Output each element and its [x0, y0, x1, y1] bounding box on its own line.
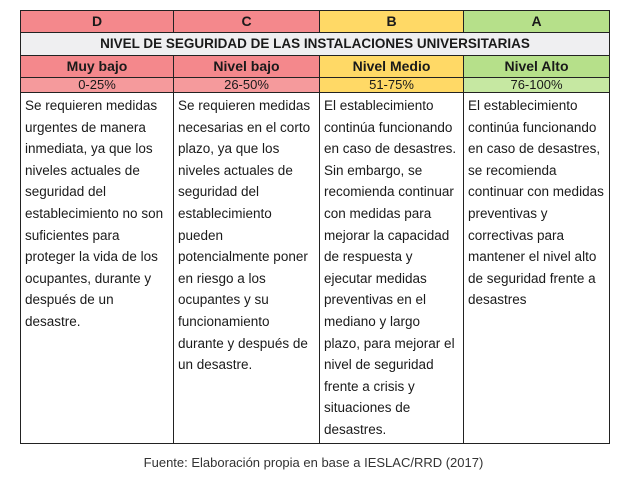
description-row — [21, 93, 610, 444]
range-c: 26-50% — [174, 78, 320, 93]
grade-a: A — [464, 11, 610, 33]
range-a: 76-100% — [464, 78, 610, 93]
range-row — [21, 78, 610, 93]
level-muy-bajo: Muy bajo — [21, 56, 174, 78]
grade-d: D — [21, 11, 174, 33]
range-b: 51-75% — [320, 78, 464, 93]
level-bajo: Nivel bajo — [174, 56, 320, 78]
source-caption: Fuente: Elaboración propia en base a IESLAC/RRD (2017) — [143, 455, 484, 470]
level-medio: Nivel Medio — [320, 56, 464, 78]
description-d: Se requieren medidas urgentes de manera inmediata, ya que los niveles actuales de seguridad del establecimiento no son suficientes para proteger la vida de los ocupantes, durante y después de un desastre. — [21, 93, 174, 444]
grade-row — [21, 11, 610, 33]
table-title: NIVEL DE SEGURIDAD DE LAS INSTALACIONES UNIVERSITARIAS — [21, 33, 610, 56]
title-row — [21, 33, 610, 56]
level-alto: Nivel Alto — [464, 56, 610, 78]
description-b: El establecimiento continúa funcionando en caso de desastres. Sin embargo, se recomienda continuar con medidas para mejorar la capacidad de respuesta y ejecutar medidas preventivas en el mediano y largo plazo, para mejorar el nivel de seguridad frente a crisis y situaciones de desastres. — [320, 93, 464, 444]
description-c: Se requieren medidas necesarias en el corto plazo, ya que los niveles actuales de seguridad del establecimiento pueden potencialmente poner en riesgo a los ocupantes y su funcionamiento durante y después de un desastre. — [174, 93, 320, 444]
description-a: El establecimiento continúa funcionando en caso de desastres, se recomienda continuar con medidas preventivas y correctivas para mantener el nivel alto de seguridad frente a desastres — [464, 93, 610, 444]
grade-b: B — [320, 11, 464, 33]
level-row — [21, 56, 610, 78]
security-level-table — [20, 10, 610, 444]
grade-c: C — [174, 11, 320, 33]
range-d: 0-25% — [21, 78, 174, 93]
